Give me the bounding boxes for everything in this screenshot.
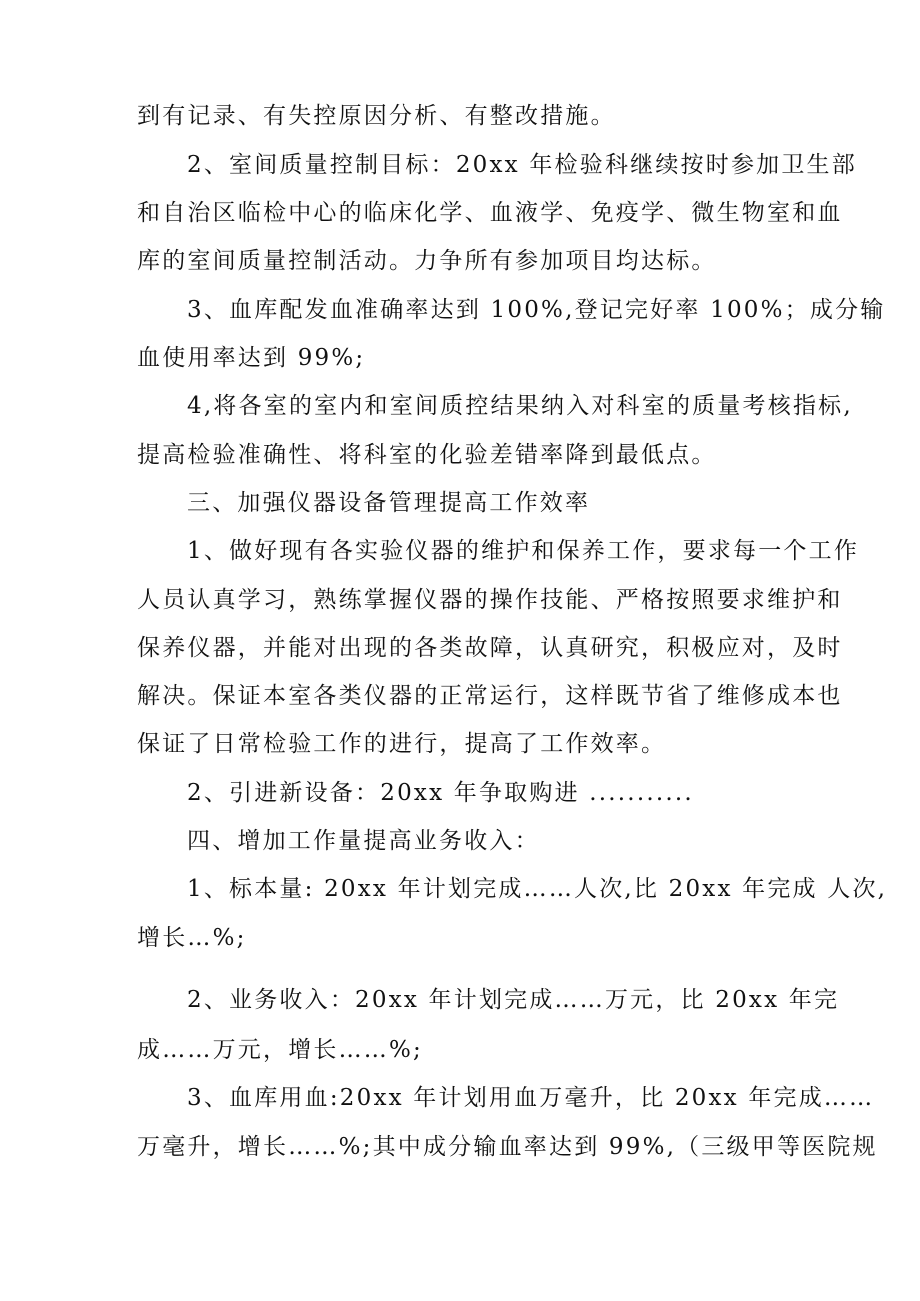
- text-line: 4,将各室的室内和室间质控结果纳入对科室的质量考核指标,: [187, 393, 853, 419]
- text-line: 成……万元，增长……%;: [137, 1037, 424, 1063]
- text-line: 保证了日常检验工作的进行，提高了工作效率。: [137, 731, 667, 757]
- section-heading: 四、增加工作量提高业务收入：: [187, 828, 540, 854]
- text-line: 人员认真学习，熟练掌握仪器的操作技能、严格按照要求维护和: [137, 587, 843, 613]
- text-line: 3、血库用血:20xx 年计划用血万毫升，比 20xx 年完成……: [187, 1085, 875, 1111]
- text-line: 2、业务收入：20xx 年计划完成……万元，比 20xx 年完: [187, 987, 840, 1013]
- text-line: 3、血库配发血准确率达到 100%,登记完好率 100%；成分输: [187, 297, 886, 323]
- text-line: 和自治区临检中心的临床化学、血液学、免疫学、微生物室和血: [137, 200, 843, 226]
- text-line: 提高检验准确性、将科室的化验差错率降到最低点。: [137, 442, 717, 468]
- section-heading: 三、加强仪器设备管理提高工作效率: [187, 490, 591, 516]
- text-line: 1、做好现有各实验仪器的维护和保养工作，要求每一个工作: [187, 538, 860, 564]
- text-line: 2、引进新设备：20xx 年争取购进 ...........: [187, 780, 694, 806]
- text-line: 到有记录、有失控原因分析、有整改措施。: [137, 103, 616, 129]
- text-line: 万毫升，增长……%;其中成分输血率达到 99%,（三级甲等医院规: [137, 1134, 878, 1160]
- text-line: 2、室间质量控制目标：20xx 年检验科继续按时参加卫生部: [187, 152, 857, 178]
- text-line: 血使用率达到 99%;: [137, 345, 366, 371]
- text-line: 解决。保证本室各类仪器的正常运行，这样既节省了维修成本也: [137, 683, 843, 709]
- text-line: 1、标本量: 20xx 年计划完成……人次,比 20xx 年完成 人次,: [187, 876, 888, 902]
- text-line: 增长…%;: [137, 925, 247, 951]
- text-line: 保养仪器，并能对出现的各类故障，认真研究，积极应对，及时: [137, 635, 843, 661]
- text-line: 库的室间质量控制活动。力争所有参加项目均达标。: [137, 248, 717, 274]
